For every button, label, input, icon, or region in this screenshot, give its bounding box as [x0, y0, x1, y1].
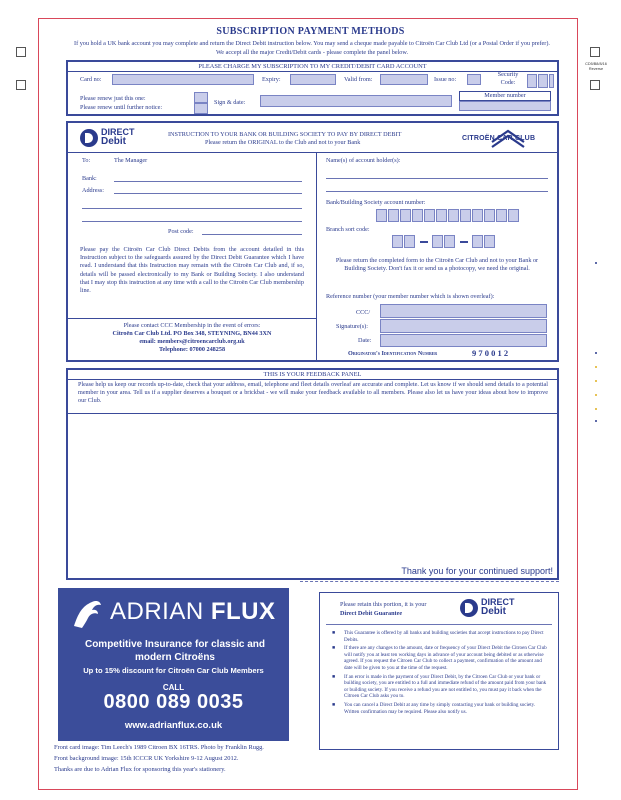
holders-line[interactable]	[326, 191, 548, 192]
column-divider	[316, 152, 317, 360]
margin-dot	[595, 262, 597, 264]
sort-code-cell[interactable]	[392, 235, 403, 248]
signature-label: Signature(s):	[336, 323, 368, 330]
account-digit-cell[interactable]	[496, 209, 507, 222]
guarantee-item-text: This Guarantee is offered by all banks and building societies that accept instructions to pay Direct Debits.	[344, 630, 544, 643]
manager-text: The Manager	[114, 157, 148, 164]
margin-dot	[595, 366, 597, 368]
renew-once-checkbox[interactable]	[194, 92, 208, 103]
margin-dot	[595, 394, 597, 396]
credit-line: Thanks are due to Adrian Flux for sponsoring this year's stationery.	[54, 766, 226, 773]
sign-date-field[interactable]	[260, 95, 452, 107]
account-digit-cell[interactable]	[460, 209, 471, 222]
member-number-label: Member number	[459, 91, 551, 101]
security-code-cell[interactable]	[549, 74, 554, 88]
account-digit-cell[interactable]	[376, 209, 387, 222]
expiry-label: Expiry:	[262, 76, 281, 83]
margin-dot	[595, 352, 597, 354]
ad-discount: Up to 15% discount for Citroën Car Club Members	[83, 666, 264, 675]
contact-email[interactable]: email: members@citroencarclub.org.uk	[139, 338, 245, 345]
punch-box	[590, 80, 600, 90]
citroen-logo-text: CITROËN CAR CLUB	[462, 135, 536, 142]
security-code-label: Security Code:	[497, 71, 519, 86]
dd-logo-line2: Debit	[101, 136, 126, 147]
member-number-field[interactable]	[459, 101, 551, 111]
post-code-label: Post code:	[168, 228, 194, 235]
retain-note: Please retain this portion, it is your	[340, 601, 427, 608]
guarantee-item	[330, 630, 550, 643]
brand-name-part2: FLUX	[210, 598, 276, 625]
guarantee-title: Direct Debit Guarantee	[340, 610, 403, 617]
punch-box	[590, 47, 600, 57]
call-label: CALL	[162, 683, 185, 692]
card-panel	[66, 60, 559, 116]
return-original-note: Please return the ORIGINAL to the Club and not to your Bank	[205, 139, 361, 146]
punch-box	[16, 47, 26, 57]
valid-from-field[interactable]	[380, 74, 428, 85]
card-no-label: Card no:	[80, 76, 102, 83]
margin-dot	[595, 380, 597, 382]
renew-once-label: Please renew just this one:	[80, 95, 146, 102]
guarantee-item-text: If there are any changes to the amount, date or frequency of your Direct Debit the Citroen Car Club will notify you at least ten working days in advance of your account being debited or as otherwise agreed. If you request the Citroen Car Club to collect a payment, confirmation of the amount and date will be given to you at the time of the request.	[344, 645, 547, 671]
card-no-field[interactable]	[112, 74, 254, 85]
account-number-label: Bank/Building Society account number:	[326, 199, 426, 206]
direct-debit-symbol	[460, 599, 478, 617]
return-instructions: Please return the completed form to the Citroën Car Club and not to your Bank or Building Society. Don't fax it or send us a photocopy, we need the original.	[335, 257, 539, 273]
guarantee-list	[330, 630, 550, 717]
thanks-text: Thank you for your continued support!	[401, 566, 553, 576]
margin-dot	[595, 420, 597, 422]
date-label: Date:	[358, 337, 372, 344]
bank-label: Bank:	[82, 175, 97, 182]
ad-phone[interactable]: 0800 089 0035	[103, 691, 244, 713]
guarantee-item	[330, 674, 550, 700]
account-digit-cell[interactable]	[472, 209, 483, 222]
contact-address: Citroën Car Club Ltd. PO Box 348, STEYNING, BN44 3XN	[112, 330, 272, 337]
sort-code-cell[interactable]	[404, 235, 415, 248]
sort-code-cell[interactable]	[472, 235, 483, 248]
post-code-line[interactable]	[202, 234, 302, 235]
direct-debit-panel	[66, 121, 559, 362]
security-code-cell[interactable]	[538, 74, 548, 88]
ccc-label: CCC/	[356, 309, 371, 316]
adrian-flux-advert[interactable]	[58, 588, 289, 741]
address-label: Address:	[82, 187, 104, 194]
dd-logo-line1: DIRECT	[481, 597, 515, 607]
print-code: CD5/B8/8/16 Reverse	[585, 62, 607, 71]
feedback-textarea[interactable]	[76, 418, 549, 564]
account-digit-cell[interactable]	[388, 209, 399, 222]
tear-line	[300, 581, 559, 582]
guarantee-item	[330, 702, 550, 715]
instruction-paragraph: Please pay the Citroën Car Club Direct Debits from the account detailed in this Instruction subject to the safeguards assured by the Direct Debit Guarantee which I have read. I understand that this Instruction may remain with the Citroën Car Club and, if so, details will be passed electronically to my Bank or Building Society. I also understand that I may stop this instruction at any time with a call to the Citroën Car Club membership line.	[80, 246, 304, 295]
dd-logo-line1: DIRECT	[101, 127, 135, 137]
punch-box	[16, 80, 26, 90]
instruction-heading: INSTRUCTION TO YOUR BANK OR BUILDING SOCIETY TO PAY BY DIRECT DEBIT	[168, 131, 402, 138]
guarantee-item	[330, 645, 550, 671]
holders-line[interactable]	[326, 178, 548, 179]
address-line[interactable]	[82, 208, 302, 209]
divider	[326, 624, 552, 625]
intro-text: If you hold a UK bank account you may complete and return the Direct Debit instruction below. You may send a cheque made payable to Citroën Car Club Ltd (or a Postal Order if you prefer). We accept all the major Credit/Debit cards - please complete the panel below.	[74, 40, 550, 56]
sort-code-cell[interactable]	[484, 235, 495, 248]
sort-code-label: Branch sort code:	[326, 226, 370, 233]
bullet-icon: ■	[332, 630, 336, 636]
account-digit-cell[interactable]	[436, 209, 447, 222]
sort-code-cell[interactable]	[432, 235, 443, 248]
feedback-heading: THIS IS YOUR FEEDBACK PANEL	[68, 370, 557, 380]
originator-number: 9 7 0 0 1 2	[472, 348, 509, 358]
address-line[interactable]	[114, 193, 302, 194]
horse-icon	[70, 596, 104, 630]
bullet-icon: ■	[332, 645, 336, 652]
divider	[68, 152, 557, 153]
issue-no-label: Issue no:	[434, 76, 457, 83]
account-digit-cell[interactable]	[508, 209, 519, 222]
bank-line[interactable]	[114, 181, 302, 182]
ad-headline: Competitive Insurance for classic and modern Citroëns	[84, 639, 266, 663]
renew-ongoing-checkbox[interactable]	[194, 103, 208, 114]
credit-line: Front background image: 15th ICCCR UK Yorkshire 9-12 August 2012.	[54, 755, 239, 762]
issue-no-field[interactable]	[467, 74, 481, 85]
reference-field[interactable]	[380, 304, 547, 318]
contact-note: Please contact CCC Membership in the event of errors:	[123, 322, 261, 329]
card-panel-heading: PLEASE CHARGE MY SUBSCRIPTION TO MY CREDIT/DEBIT CARD ACCOUNT	[68, 62, 557, 72]
contact-telephone: Telephone: 07000 248258	[158, 346, 226, 353]
divider	[68, 318, 316, 319]
sort-code-dash	[460, 241, 468, 243]
citroen-car-club-logo	[462, 128, 554, 150]
originator-label: Originator's Identification Number	[348, 350, 438, 357]
dd-logo-line2: Debit	[481, 606, 506, 617]
renew-ongoing-label: Please renew until further notice:	[80, 104, 163, 111]
sign-date-label: Sign & date:	[214, 99, 246, 106]
bullet-icon: ■	[332, 673, 336, 680]
date-field[interactable]	[380, 334, 547, 347]
feedback-instructions: Please help us keep our records up-to-date, check that your address, email, telephone and fleet details overleaf are accurate and complete. Let us know if we should send details to a potential member in your area. Tell us if a supplier deserves a bouquet or a brickbat - we will make your feedback available to all members. Please also let us have your ideas about how to improve our Club.	[78, 381, 548, 405]
expiry-field[interactable]	[290, 74, 336, 85]
account-digit-cell[interactable]	[412, 209, 423, 222]
signature-field[interactable]	[380, 319, 547, 333]
guarantee-item-text: You can cancel a Direct Debit at any time by simply contacting your bank or building society. Written confirmation may be required. Please also notify us.	[344, 701, 536, 715]
account-digit-cell[interactable]	[424, 209, 435, 222]
account-digit-cell[interactable]	[400, 209, 411, 222]
sort-code-cell[interactable]	[444, 235, 455, 248]
account-digit-cell[interactable]	[448, 209, 459, 222]
account-digit-cell[interactable]	[484, 209, 495, 222]
page-title: SUBSCRIPTION PAYMENT METHODS	[216, 26, 405, 37]
holders-label: Name(s) of account holder(s):	[326, 157, 401, 164]
valid-from-label: Valid from:	[344, 76, 373, 83]
sort-code-dash	[420, 241, 428, 243]
direct-debit-symbol	[80, 129, 98, 147]
ad-url[interactable]: www.adrianflux.co.uk	[124, 720, 223, 731]
to-label: To:	[82, 157, 91, 164]
security-code-cell[interactable]	[527, 74, 537, 88]
divider	[68, 413, 557, 414]
reference-label: Reference number (your member number which is shown overleaf):	[326, 293, 495, 300]
brand-name	[110, 598, 276, 626]
guarantee-panel	[319, 592, 559, 750]
feedback-panel	[66, 368, 559, 580]
brand-name-part1: ADRIAN	[110, 598, 204, 625]
bullet-icon: ■	[332, 701, 336, 708]
credit-line: Front card image: Tim Leech's 1989 Citroen BX 16TRS. Photo by Franklin Rugg.	[54, 744, 264, 751]
address-line[interactable]	[82, 221, 302, 222]
margin-dot	[595, 408, 597, 410]
guarantee-item-text: If an error is made in the payment of your Direct Debit, by the Citroen Car Club or your bank or building society, you are entitled to a full and immediate refund of the amount paid from your bank or building society. If you receive a refund you are not entitled to, you must pay it back when the Citroen Car Club asks you to.	[344, 673, 547, 700]
